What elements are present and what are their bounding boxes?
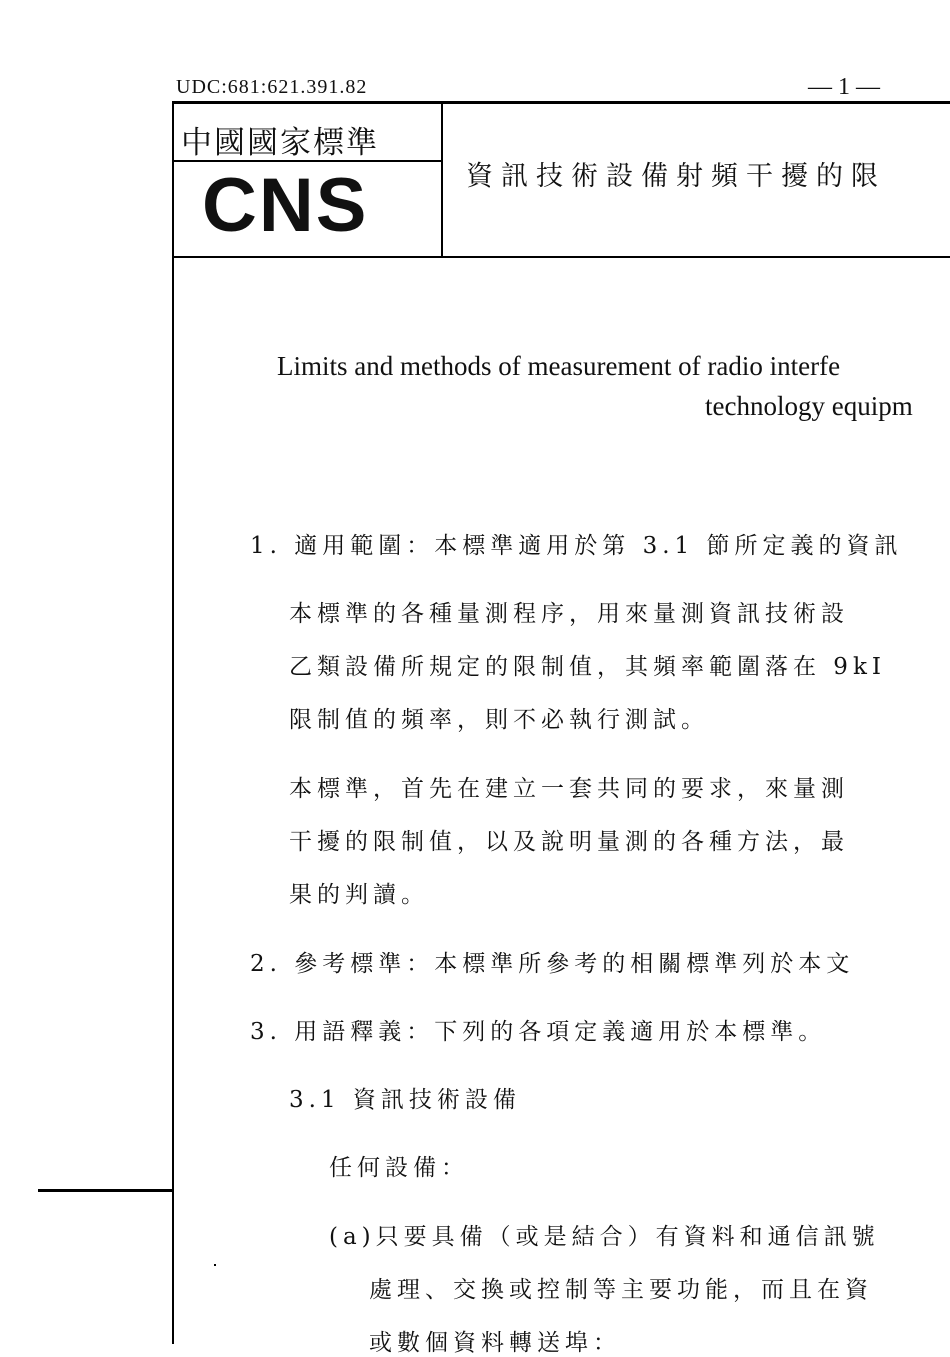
english-title-line2: technology equipm xyxy=(705,391,913,421)
scan-speck xyxy=(214,1264,216,1266)
scope-para1-line3: 限制值的頻率，則不必執行測試。 xyxy=(289,707,709,733)
scope-para2-line3: 果的判讀。 xyxy=(289,882,429,908)
section-1-scope: 1. 適用範圍：本標準適用於第 3.1 節所定義的資訊 xyxy=(250,533,903,559)
english-title-line1: Limits and methods of measurement of radio interfe xyxy=(277,351,841,381)
scope-para1-line1: 本標準的各種量測程序，用來量測資訊技術設 xyxy=(289,601,849,627)
org-name: 中國國家標準 xyxy=(181,125,379,161)
cns-logo: CNS xyxy=(202,163,369,248)
binding-margin-mark xyxy=(38,1189,173,1192)
scope-para2-line2: 干擾的限制值，以及說明量測的各種方法，最 xyxy=(289,829,849,855)
standard-title-zh: 資訊技術設備射頻干擾的限 xyxy=(466,161,886,192)
left-frame-line xyxy=(172,101,174,1344)
top-rule xyxy=(172,101,950,104)
any-equipment-label: 任何設備： xyxy=(329,1155,469,1181)
logo-box-right-line xyxy=(441,101,443,258)
item-a-line2: 處理、交換或控制等主要功能，而且在資 xyxy=(369,1277,873,1303)
item-a-line1: (a)只要具備（或是結合）有資料和通信訊號 xyxy=(329,1224,880,1250)
section-2-references: 2. 參考標準：本標準所參考的相關標準列於本文 xyxy=(250,951,855,977)
subsection-3-1-heading: 3.1 資訊技術設備 xyxy=(289,1087,521,1113)
scope-para2-line1: 本標準，首先在建立一套共同的要求，來量測 xyxy=(289,776,849,802)
page-number: — 1 — xyxy=(808,74,880,100)
header-bottom-rule xyxy=(172,256,950,258)
scope-para1-line2: 乙類設備所規定的限制值，其頻率範圍落在 9kI xyxy=(289,654,886,680)
section-3-definitions: 3. 用語釋義：下列的各項定義適用於本標準。 xyxy=(250,1019,827,1045)
udc-code: UDC:681:621.391.82 xyxy=(176,76,368,98)
item-a-line3: 或數個資料轉送埠： xyxy=(369,1330,621,1356)
